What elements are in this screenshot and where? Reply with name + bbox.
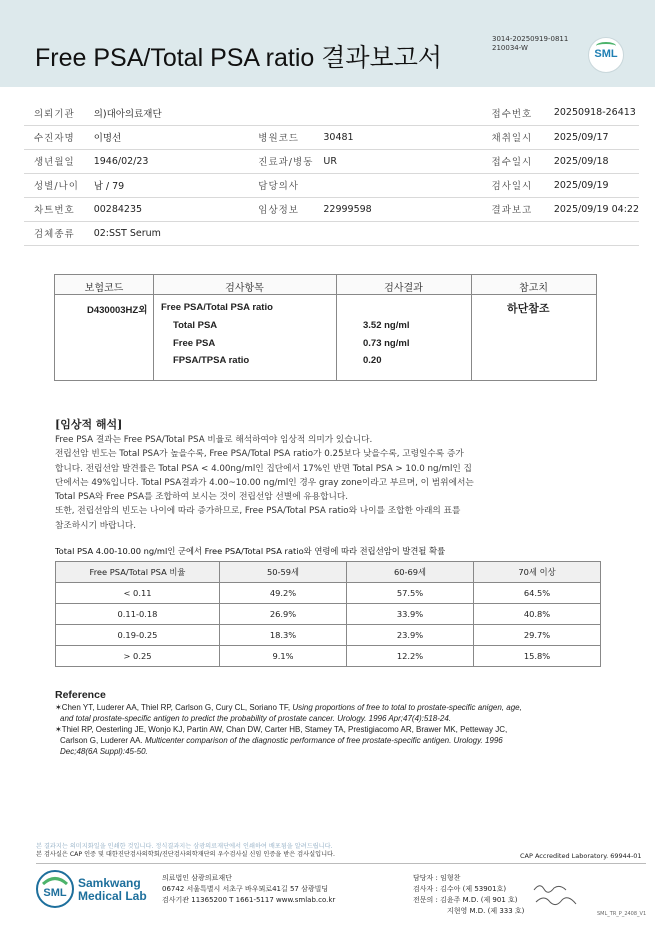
info-value: 2025/09/19 [544, 173, 639, 197]
reference-continuation [55, 713, 615, 724]
signer-line: 담당자 : 임형찬 [413, 874, 461, 882]
organization-info [162, 873, 335, 906]
result-header-reference: 참고치 [519, 283, 548, 294]
reference-title-text: Dec;48(6A Suppl):45-50. [60, 747, 148, 756]
insurance-code: D430003HZ외 [87, 305, 148, 316]
footer-note-print: 본 결과지는 의미지화일을 인쇄한 것입니다. 정식결과지는 삼광의료재단에서 인쇄하여 배포됨을 알려드립니다. [36, 843, 333, 850]
table-header: 50-59세 [220, 562, 347, 583]
info-row [24, 221, 639, 245]
footer-note-certification: 본 검사실은 CAP 인증 및 대한진단검사의학회/진단검사의학재단의 우수검사실 신임 인증을 받은 검사실입니다. [36, 851, 335, 858]
reference-entry [55, 702, 615, 713]
interpretation-line: 또한, 전립선암의 빈도는 나이에 따라 증가하므로, Free PSA/Total PSA ratio와 나이를 조합한 아래의 표를 [55, 506, 461, 517]
info-value: 남 / 79 [84, 173, 249, 197]
info-value: 의)대아의료재단 [84, 101, 249, 125]
item-name: FPSA/TPSA ratio [173, 355, 250, 366]
info-label: 검사일시 [482, 173, 544, 197]
info-value: 00284235 [84, 197, 249, 221]
sml-logo [588, 37, 624, 73]
probability-table-title: Total PSA 4.00-10.00 ng/ml인 군에서 Free PSA/Total PSA ratio와 연령에 따라 전립선암이 발견될 확률 [55, 546, 446, 556]
document-id [492, 35, 568, 53]
reference-authors: Carlson G, Luderer AA. [60, 736, 145, 745]
table-cell: 26.9% [220, 604, 347, 625]
result-table [54, 274, 597, 381]
table-cell: 15.8% [474, 646, 601, 667]
table-header: 70세 이상 [474, 562, 601, 583]
info-label: 담당의사 [248, 173, 313, 197]
form-code: SML_TR_P_2408_V1 [597, 911, 647, 917]
document-id-line1: 3014-20250919-0811 [492, 35, 569, 43]
table-row [56, 583, 601, 604]
table-header: 60-69세 [347, 562, 474, 583]
info-row [24, 197, 639, 221]
table-row [56, 604, 601, 625]
info-label: 채취일시 [482, 125, 544, 149]
info-label: 생년월일 [24, 149, 84, 173]
table-cell: 29.7% [474, 625, 601, 646]
info-row [24, 149, 639, 173]
info-value: 이명선 [84, 125, 249, 149]
svg-text:SML: SML [43, 887, 67, 899]
reference-continuation [55, 746, 615, 757]
reference-title-text: and total prostate-specific antigen to predict the probability of prostate cancer. Urology. 1996 Apr;47(4):518-24. [60, 714, 452, 723]
organization-address: 06742 서울특별시 서초구 바우뫼로41길 57 삼광빌딩 [162, 885, 329, 893]
report-title: Free PSA/Total PSA ratio 결과보고서 [35, 44, 442, 72]
info-value: 2025/09/17 [544, 125, 639, 149]
interpretation-line: 참조하시기 바랍니다. [55, 520, 137, 531]
info-label: 검체종류 [24, 221, 84, 245]
reference-title: Reference [55, 689, 106, 701]
info-value: 2025/09/18 [544, 149, 639, 173]
organization-name: 의료법인 삼광의료재단 [162, 874, 232, 882]
reference-authors: ✶Chen YT, Luderer AA, Thiel RP, Carlson G, Cury CL, Soriano TF, [55, 703, 293, 712]
info-value: 02:SST Serum [84, 221, 249, 245]
brand-name: Samkwang [78, 876, 141, 890]
reference-title-text: Using proportions of free to total to prostate-specific anigen, age, [292, 703, 522, 712]
info-label: 병원코드 [248, 125, 313, 149]
table-cell: < 0.11 [56, 583, 220, 604]
table-cell: > 0.25 [56, 646, 220, 667]
info-label: 결과보고 [482, 197, 544, 221]
item-value: 0.73 ng/ml [363, 338, 410, 349]
patient-info-table [24, 101, 639, 246]
document-id-line2: 210034-W [492, 44, 528, 52]
logo-text: SML [594, 48, 618, 60]
table-header: Free PSA/Total PSA 비율 [56, 562, 220, 583]
table-cell: 0.11-0.18 [56, 604, 220, 625]
brand-subtitle: Medical Lab [78, 889, 147, 903]
footer-brand [78, 877, 147, 903]
item-name: Free PSA [173, 338, 216, 349]
report-header [0, 0, 655, 87]
reference-continuation [55, 735, 615, 746]
organization-contact: 검사기관 11365200 T 1661-5117 www.smlab.co.kr [162, 896, 336, 904]
interpretation-title: [임상적 해석] [55, 418, 123, 431]
info-label: 임상정보 [248, 197, 313, 221]
info-value: 1946/02/23 [84, 149, 249, 173]
result-header-code: 보험코드 [84, 283, 124, 294]
table-row [56, 625, 601, 646]
result-header-value: 검사결과 [384, 283, 423, 294]
table-cell: 33.9% [347, 604, 474, 625]
table-cell: 64.5% [474, 583, 601, 604]
signer-line: 전문의 : 김윤주 M.D. (제 901 호) [413, 896, 518, 904]
footer-divider [36, 863, 646, 864]
info-label: 의뢰기관 [24, 101, 84, 125]
reference-title-text: Multicenter comparison of the diagnostic performance of free prostate-specific antigen. Urology. 1996 [144, 736, 503, 745]
info-label: 성별/나이 [24, 173, 84, 197]
signers [413, 873, 524, 917]
item-value: 0.20 [363, 355, 382, 366]
info-value: 30481 [313, 125, 481, 149]
table-header-row [56, 562, 601, 583]
table-cell: 12.2% [347, 646, 474, 667]
info-value: 2025/09/19 04:22 [544, 197, 639, 221]
interpretation-text [55, 433, 600, 533]
table-cell: 9.1% [220, 646, 347, 667]
info-value: 20250918-26413 [544, 101, 639, 125]
signer-line: 지현영 M.D. (제 333 호) [447, 907, 525, 915]
info-value: UR [313, 149, 481, 173]
footer-notes [36, 843, 335, 859]
info-label: 접수번호 [482, 101, 544, 125]
item-value: 3.52 ng/ml [363, 320, 410, 331]
info-label: 접수일시 [482, 149, 544, 173]
table-cell: 57.5% [347, 583, 474, 604]
table-row [56, 646, 601, 667]
info-label: 차트번호 [24, 197, 84, 221]
interpretation-line: 전립선암 빈도는 Total PSA가 높을수록, Free PSA/Total PSA ratio가 0.25보다 낮을수록, 고령일수록 증가 [55, 449, 464, 460]
interpretation-line: Total PSA와 Free PSA를 조합하여 보시는 것이 전립선암 선별에 유용합니다. [55, 492, 349, 503]
info-row [24, 101, 639, 125]
table-cell: 18.3% [220, 625, 347, 646]
reference-value: 하단참조 [507, 302, 550, 315]
table-cell: 23.9% [347, 625, 474, 646]
reference-entry [55, 724, 615, 735]
result-header-test: 검사항목 [225, 283, 264, 294]
item-name: Total PSA [173, 320, 218, 331]
info-label: 수진자명 [24, 125, 84, 149]
probability-table [55, 561, 601, 667]
info-label: 진료과/병동 [248, 149, 313, 173]
info-value [313, 173, 481, 197]
test-name: Free PSA/Total PSA ratio [161, 302, 273, 313]
interpretation-line: Free PSA 결과는 Free PSA/Total PSA 비율로 해석하여야 임상적 의미가 있습니다. [55, 435, 373, 445]
table-cell: 49.2% [220, 583, 347, 604]
info-row [24, 173, 639, 197]
info-value: 22999598 [313, 197, 481, 221]
interpretation-line: 단에서는 49%입니다. Total PSA결과가 4.00~10.00 ng/ml인 경우 gray zone이라고 부르며, 이 범위에서는 [55, 477, 474, 488]
info-row [24, 125, 639, 149]
signature-icon [530, 880, 580, 910]
table-cell: 0.19-0.25 [56, 625, 220, 646]
signer-line: 검사자 : 김수아 (제 53901호) [413, 885, 507, 893]
cap-accreditation: CAP Accredited Laboratory. 69944-01 [520, 852, 642, 860]
samkwang-logo-icon [35, 869, 75, 909]
reference-authors: ✶Thiel RP, Oesterling JE, Wonjo KJ, Partin AW, Chan DW, Carter HB, Stamey TA, Prestigiacomo AR, Brawer MK, Petteway JC, [55, 725, 508, 734]
interpretation-line: 합니다. 전립선암 발견률은 Total PSA < 4.00ng/ml인 집단에서 17%인 반면 Total PSA > 10.0 ng/ml인 집 [55, 463, 472, 474]
reference-list [55, 702, 615, 757]
table-cell: 40.8% [474, 604, 601, 625]
